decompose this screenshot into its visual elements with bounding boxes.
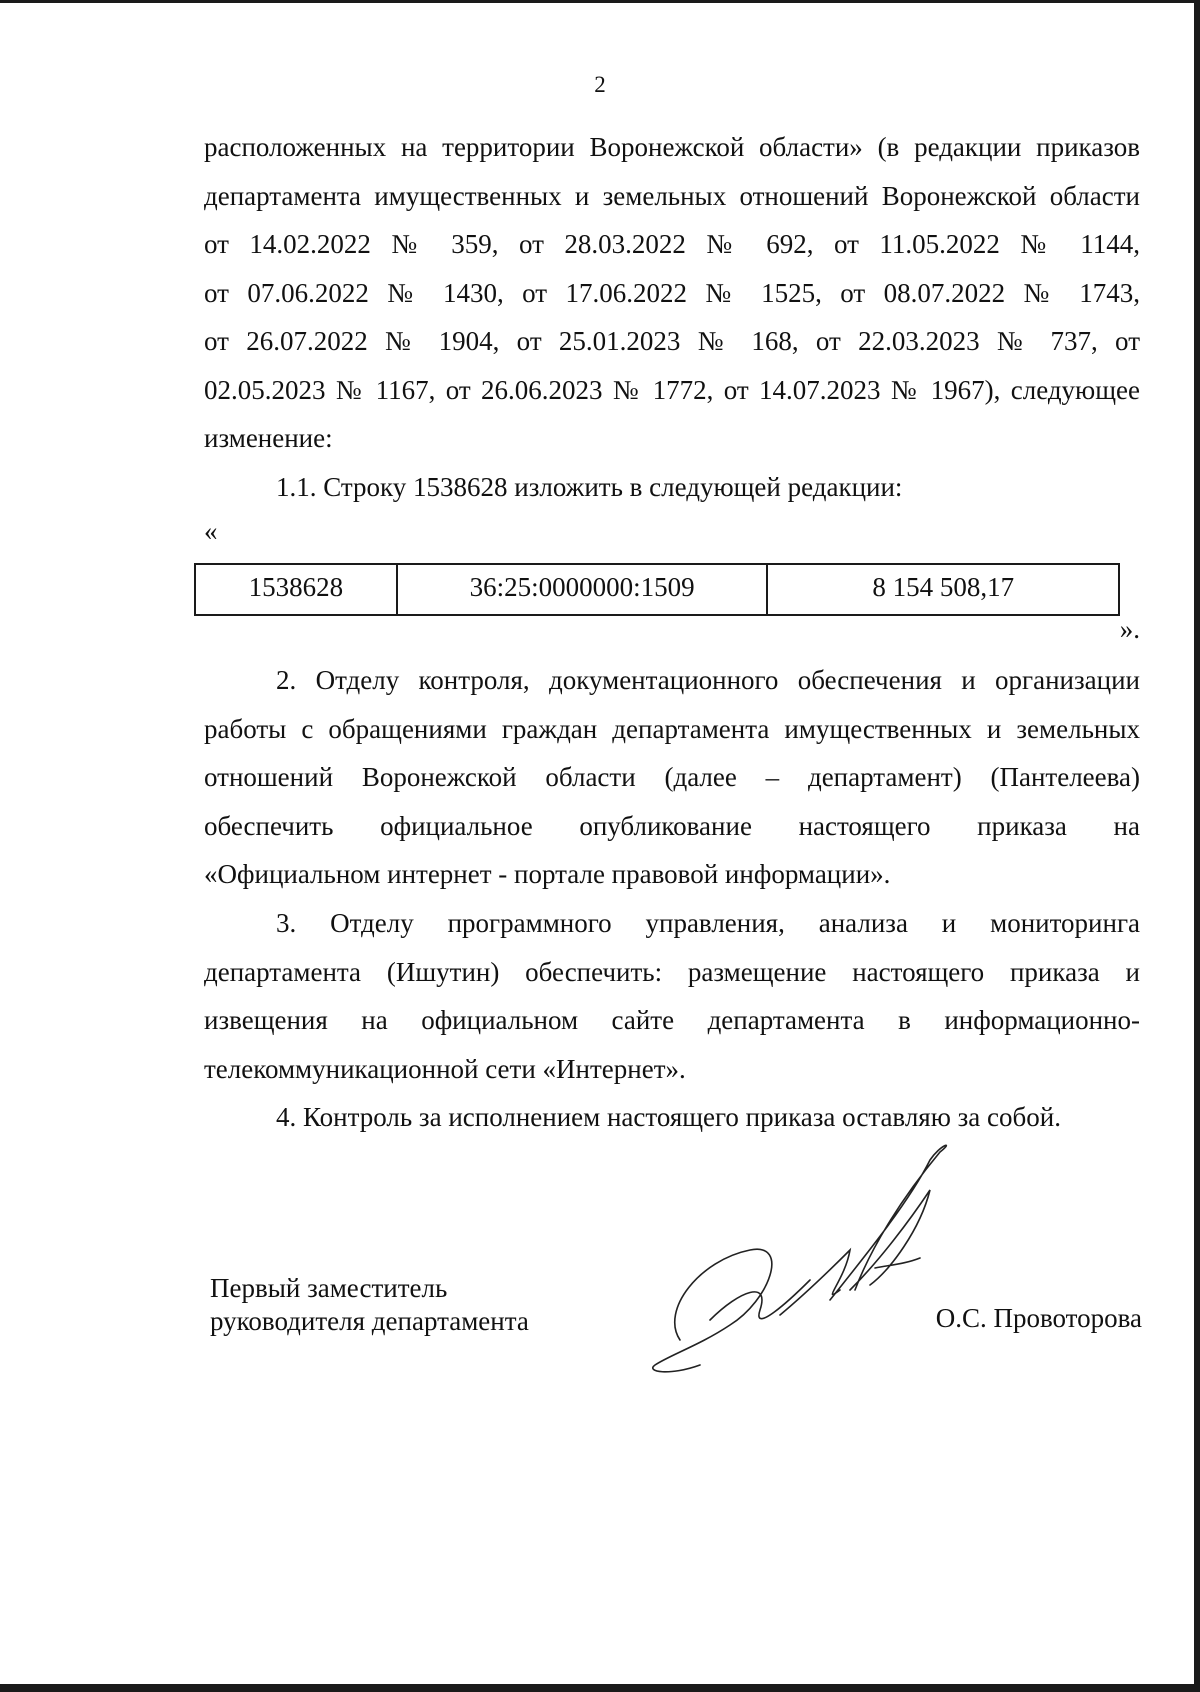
clause-2-line: «Официальном интернет - портале правовой информации». xyxy=(204,859,891,889)
clause-2-line: 2. Отделу контроля, документационного обеспечения и организации xyxy=(276,665,1140,695)
handwritten-signature xyxy=(640,1140,980,1380)
page-number: 2 xyxy=(594,72,606,97)
clause-2-line: работы с обращениями граждан департамента имущественных и земельных xyxy=(204,713,1140,744)
signer-role-line: Первый заместитель xyxy=(210,1273,448,1303)
intro-paragraph xyxy=(204,123,1140,463)
clause-2-line: обеспечить официальное опубликование настоящего приказа на xyxy=(204,810,1140,841)
clause-3-line: телекоммуникационной сети «Интернет». xyxy=(204,1053,686,1084)
intro-line: от 14.02.2022 № 359, от 28.03.2022 № 692, от 11.05.2022 № 1144, xyxy=(204,229,1140,259)
intro-line: 02.05.2023 № 1167, от 26.06.2023 № 1772, от 14.07.2023 № 1967), следующее xyxy=(204,374,1140,405)
clause-1-1-text: 1.1. Строку 1538628 изложить в следующей редакции: xyxy=(276,472,903,502)
clause-2-line: отношений Воронежской области (далее – департамент) (Пантелеева) xyxy=(204,762,1140,792)
clause-4-text: 4. Контроль за исполнением настоящего приказа оставляю за собой. xyxy=(276,1102,1061,1132)
scan-edge-top xyxy=(0,0,1200,3)
quote-close: ». xyxy=(1119,614,1140,644)
intro-line: департамента имущественных и земельных отношений Воронежской области xyxy=(204,180,1140,211)
intro-line: от 07.06.2022 № 1430, от 17.06.2022 № 1525, от 08.07.2022 № 1743, xyxy=(204,277,1140,308)
signer-role xyxy=(210,1272,529,1338)
clause-3 xyxy=(204,899,1140,1093)
intro-line: расположенных на территории Воронежской области» (в редакции приказов xyxy=(204,132,1140,162)
signer-name: О.С. Провоторова xyxy=(935,1303,1142,1333)
quote-open: « xyxy=(204,516,218,546)
row-number-cell: 1538628 xyxy=(195,564,397,615)
table-row xyxy=(195,564,1119,615)
replacement-row-table xyxy=(194,563,1120,616)
clause-1-1 xyxy=(204,463,1140,512)
cadastral-value-cell: 8 154 508,17 xyxy=(767,564,1119,615)
scan-edge-right xyxy=(1194,0,1200,1692)
clause-3-line: извещения на официальном сайте департамента в информационно- xyxy=(204,1005,1140,1035)
intro-line: от 26.07.2022 № 1904, от 25.01.2023 № 168, от 22.03.2023 № 737, от xyxy=(204,326,1140,356)
clause-4 xyxy=(204,1093,1140,1142)
clause-3-line: 3. Отделу программного управления, анализа и мониторинга xyxy=(276,908,1140,938)
cadastral-number-cell: 36:25:0000000:1509 xyxy=(397,564,768,615)
intro-line: изменение: xyxy=(204,423,333,453)
clause-3-line: департамента (Ишутин) обеспечить: размещение настоящего приказа и xyxy=(204,956,1140,987)
signer-role-line: руководителя департамента xyxy=(210,1306,529,1336)
scan-edge-bottom xyxy=(0,1684,1200,1692)
clause-2 xyxy=(204,656,1140,899)
